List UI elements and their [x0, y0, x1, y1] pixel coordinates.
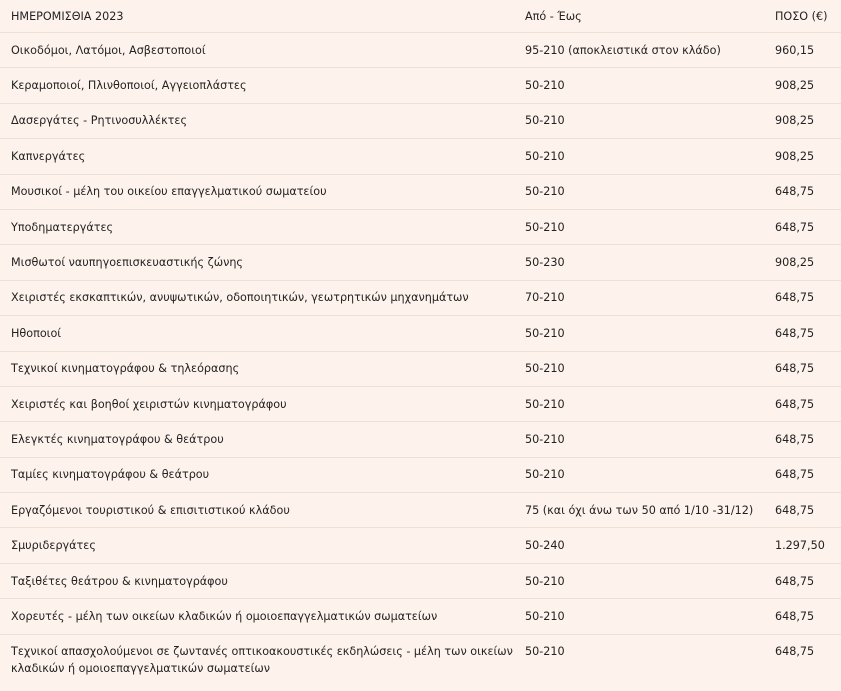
table-row — [0, 210, 841, 245]
row-range: 50-210 — [525, 185, 565, 199]
row-amount: 648,75 — [775, 609, 815, 623]
table-row — [0, 458, 841, 493]
row-amount: 648,75 — [775, 468, 815, 482]
row-amount: 648,75 — [775, 503, 815, 517]
row-category: Μουσικοί - μέλη του οικείου επαγγελματικού σωματείου — [11, 185, 327, 199]
row-amount: 648,75 — [775, 644, 815, 658]
row-category: Χειριστές και βοηθοί χειριστών κινηματογράφου — [11, 397, 287, 411]
row-amount: 960,15 — [775, 43, 815, 57]
row-category: Υποδηματεργάτες — [11, 220, 114, 234]
row-amount: 648,75 — [775, 397, 815, 411]
row-amount: 648,75 — [775, 432, 815, 446]
row-category: Κεραμοποιοί, Πλινθοποιοί, Αγγειοπλάστες — [11, 79, 247, 93]
table-row — [0, 422, 841, 457]
row-amount: 1.297,50 — [775, 539, 825, 553]
row-range: 50-210 — [525, 220, 565, 234]
table-row — [0, 352, 841, 387]
row-amount: 648,75 — [775, 574, 815, 588]
row-category: Χειριστές εκσκαπτικών, ανυψωτικών, οδοποιητικών, γεωτρητικών μηχανημάτων — [11, 291, 469, 305]
row-category: Χορευτές - μέλη των οικείων κλαδικών ή ομοιοεπαγγελματικών σωματείων — [11, 609, 438, 623]
row-category: Σμυριδεργάτες — [11, 539, 96, 553]
row-category: Ταμίες κινηματογράφου & θεάτρου — [11, 468, 210, 482]
table-row — [0, 387, 841, 422]
row-category: Ελεγκτές κινηματογράφου & θεάτρου — [11, 432, 224, 446]
row-category: Ηθοποιοί — [11, 326, 62, 340]
row-category: Οικοδόμοι, Λατόμοι, Ασβεστοποιοί — [11, 43, 206, 57]
table-row — [0, 139, 841, 174]
row-range: 50-210 — [525, 397, 565, 411]
row-range: 70-210 — [525, 291, 565, 305]
row-category: Δασεργάτες - Ρητινοσυλλέκτες — [11, 114, 188, 128]
row-range: 95-210 (αποκλειστικά στον κλάδο) — [525, 43, 721, 57]
row-amount: 648,75 — [775, 185, 815, 199]
row-range: 50-210 — [525, 468, 565, 482]
row-range: 50-210 — [525, 326, 565, 340]
row-range: 50-210 — [525, 609, 565, 623]
row-amount: 908,25 — [775, 79, 815, 93]
table-row — [0, 564, 841, 599]
row-range: 50-240 — [525, 539, 565, 553]
table-row — [0, 33, 841, 68]
table-row — [0, 316, 841, 351]
row-category: Εργαζόμενοι τουριστικού & επισιτιστικού κλάδου — [11, 503, 290, 517]
row-amount: 908,25 — [775, 114, 815, 128]
row-category: Καπνεργάτες — [11, 149, 86, 163]
row-amount: 908,25 — [775, 256, 815, 270]
header-range: Από - Έως — [525, 9, 582, 23]
table-row — [0, 493, 841, 528]
row-category: Μισθωτοί ναυπηγοεπισκευαστικής ζώνης — [11, 256, 243, 270]
row-range: 50-210 — [525, 362, 565, 376]
row-category: Τεχνικοί απασχολούμενοι σε ζωντανές οπτικοακουστικές εκδηλώσεις - μέλη των οικείων κλαδικών ή ομοιοεπαγγελματικών σωματείων — [11, 644, 513, 675]
row-range: 50-210 — [525, 114, 565, 128]
row-category: Τεχνικοί κινηματογράφου & τηλεόρασης — [11, 362, 240, 376]
row-amount: 908,25 — [775, 149, 815, 163]
table-row — [0, 175, 841, 210]
table-row — [0, 599, 841, 634]
row-range: 75 (και όχι άνω των 50 από 1/10 -31/12) — [525, 503, 754, 517]
row-range: 50-210 — [525, 574, 565, 588]
table-row — [0, 245, 841, 280]
header-category: ΗΜΕΡΟΜΙΣΘΙΑ 2023 — [11, 9, 124, 23]
table-row — [0, 528, 841, 563]
row-amount: 648,75 — [775, 326, 815, 340]
table-row — [0, 635, 841, 691]
row-range: 50-210 — [525, 432, 565, 446]
row-range: 50-210 — [525, 644, 565, 658]
table-row — [0, 281, 841, 316]
table-row — [0, 68, 841, 103]
table-header-row — [0, 0, 841, 33]
row-range: 50-210 — [525, 149, 565, 163]
row-range: 50-210 — [525, 79, 565, 93]
row-amount: 648,75 — [775, 220, 815, 234]
row-range: 50-230 — [525, 256, 565, 270]
table-row — [0, 104, 841, 139]
header-amount: ΠΟΣΟ (€) — [775, 9, 828, 23]
row-amount: 648,75 — [775, 291, 815, 305]
row-category: Ταξιθέτες θεάτρου & κινηματογράφου — [11, 574, 228, 588]
row-amount: 648,75 — [775, 362, 815, 376]
